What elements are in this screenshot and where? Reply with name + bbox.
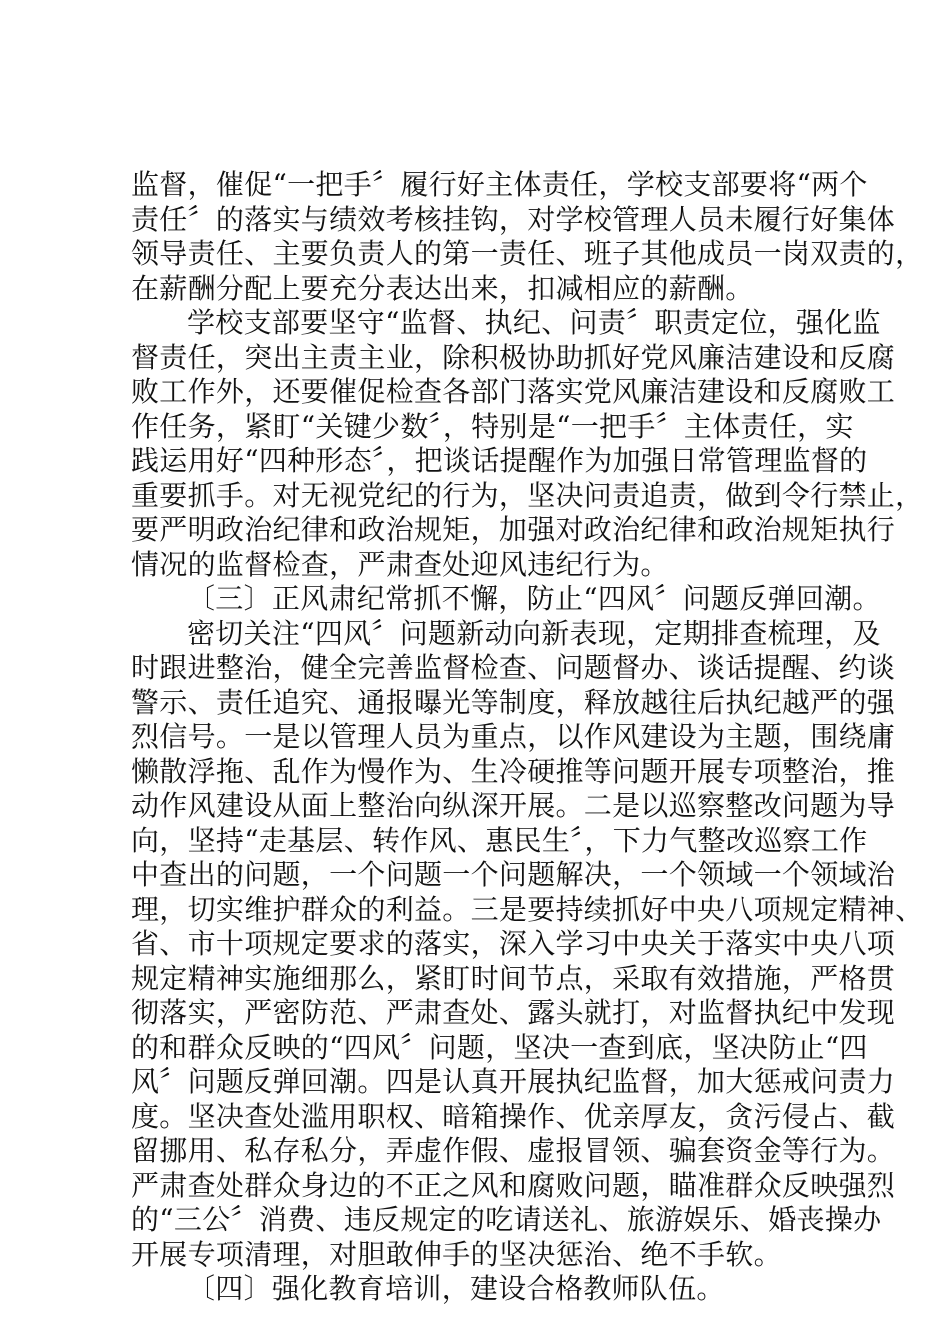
text-line: 省、市十项规定要求的落实，深入学习中央关于落实中央八项 bbox=[131, 927, 896, 960]
text-line: 烈信号。一是以管理人员为重点，以作风建设为主题，围绕庸 bbox=[131, 720, 896, 753]
text-line: 留挪用、私存私分，弄虚作假、虚报冒领、骗套资金等行为。 bbox=[131, 1134, 896, 1167]
text-line: 败工作外，还要催促检查各部门落实党风廉洁建设和反腐败工 bbox=[131, 375, 896, 408]
text-line: 践运用好“四种形态〞，把谈话提醒作为加强日常管理监督的 bbox=[131, 444, 868, 477]
text-line: 〔四〕强化教育培训，建设合格教师队伍。 bbox=[187, 1272, 725, 1305]
text-line: 严肃查处群众身边的不正之风和腐败问题，瞄准群众反映强烈 bbox=[131, 1168, 896, 1202]
text-line: 监督，催促“一把手〞履行好主体责任，学校支部要将“两个 bbox=[131, 168, 868, 201]
text-line: 学校支部要坚守“监督、执纪、问责〞职责定位，强化监 bbox=[187, 306, 881, 339]
text-line: 督责任，突出主责主业，除积极协助抓好党风廉洁建设和反腐 bbox=[131, 340, 896, 374]
text-line: 领导责任、主要负责人的第一责任、班子其他成员一岗双责的， bbox=[131, 237, 924, 270]
text-line: 重要抓手。对无视党纪的行为，坚决问责追责，做到令行禁止， bbox=[131, 478, 924, 512]
text-line: 作任务，紧盯“关键少数〞，特别是“一把手〞主体责任，实 bbox=[131, 409, 854, 443]
text-line: 规定精神实施细那么，紧盯时间节点，采取有效措施，严格贯 bbox=[131, 961, 896, 995]
text-line: 的“三公〞消费、违反规定的吃请送礼、旅游娱乐、婚丧操办 bbox=[131, 1203, 882, 1236]
text-line: 时跟进整治，健全完善监督检查、问题督办、谈话提醒、约谈 bbox=[131, 651, 896, 684]
text-line: 责任〞的落实与绩效考核挂钩，对学校管理人员未履行好集体 bbox=[131, 202, 896, 236]
text-line: 密切关注“四风〞问题新动向新表现，定期排查梳理，及 bbox=[187, 616, 881, 650]
text-line: 向，坚持“走基层、转作风、惠民生〞，下力气整改巡察工作 bbox=[131, 823, 868, 857]
text-line: 〔三〕正风肃纪常抓不懈，防止“四风〞问题反弹回潮。 bbox=[187, 582, 881, 615]
document-body bbox=[131, 168, 924, 1307]
text-line: 的和群众反映的“四风〞问题，坚决一查到底，坚决防止“四 bbox=[131, 1030, 868, 1064]
text-line: 理，切实维护群众的利益。三是要持续抓好中央八项规定精神、 bbox=[131, 892, 924, 926]
text-line: 度。坚决查处滥用职权、暗箱操作、优亲厚友，贪污侵占、截 bbox=[131, 1099, 896, 1133]
text-line: 警示、责任追究、通报曝光等制度，释放越往后执纪越严的强 bbox=[131, 685, 896, 719]
text-line: 懒散浮拖、乱作为慢作为、生冷硬推等问题开展专项整治，推 bbox=[131, 754, 896, 788]
text-line: 在薪酬分配上要充分表达出来，扣减相应的薪酬。 bbox=[131, 271, 754, 305]
text-line: 动作风建设从面上整治向纵深开展。二是以巡察整改问题为导 bbox=[131, 789, 896, 822]
text-line: 情况的监督检查，严肃查处迎风违纪行为。 bbox=[131, 547, 669, 581]
text-line: 彻落实，严密防范、严肃查处、露头就打，对监督执纪中发现 bbox=[131, 996, 896, 1029]
text-line: 风〞问题反弹回潮。四是认真开展执纪监督，加大惩戒问责力 bbox=[131, 1065, 896, 1098]
text-line: 中查出的问题，一个问题一个问题解决，一个领域一个领域治 bbox=[131, 858, 896, 891]
text-line: 开展专项清理，对胆敢伸手的坚决惩治、绝不手软。 bbox=[131, 1237, 782, 1271]
text-line: 要严明政治纪律和政治规矩，加强对政治纪律和政治规矩执行 bbox=[131, 513, 896, 546]
